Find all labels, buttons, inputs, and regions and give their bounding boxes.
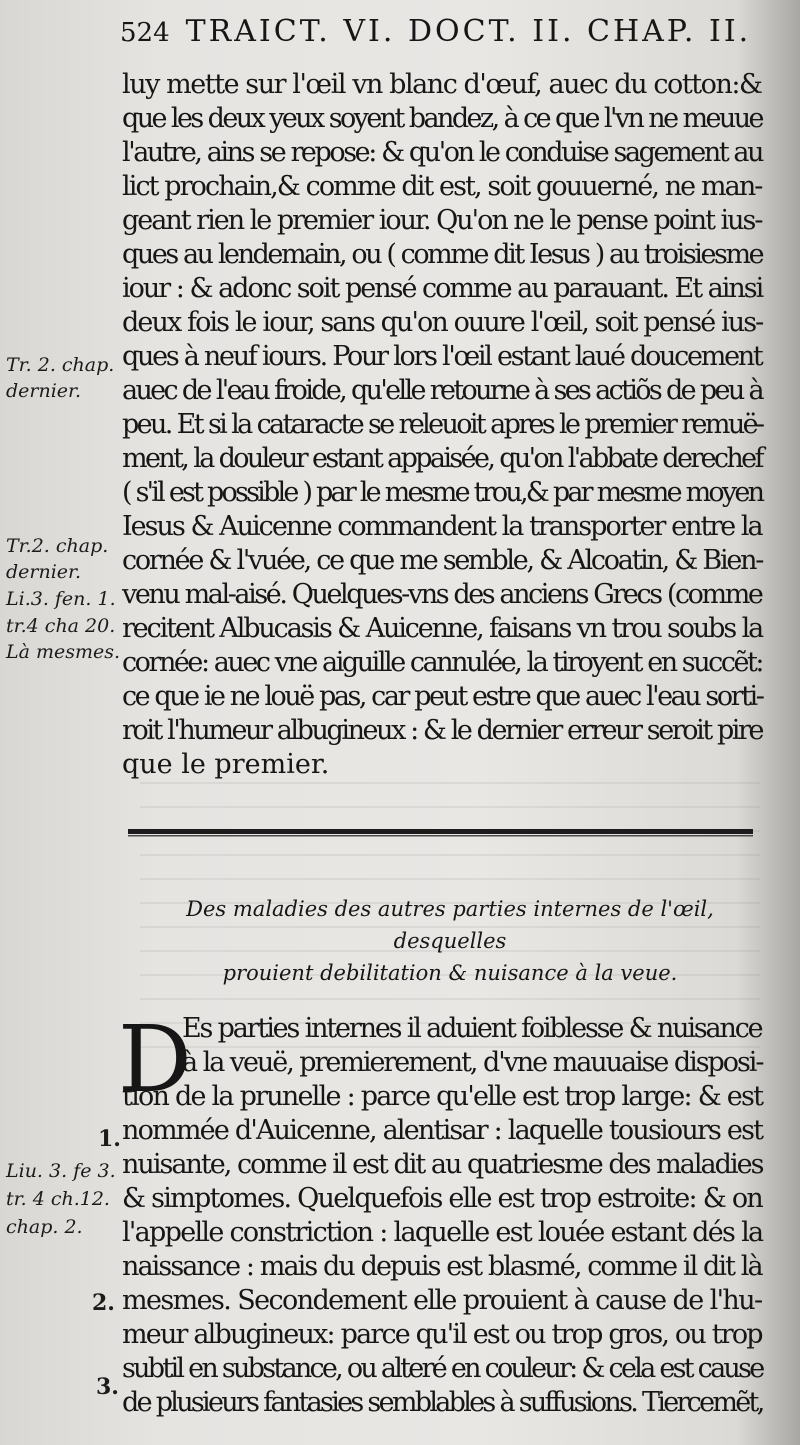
- text-line: à la veuë, premierement, d'vne mauuaise disposi-: [182, 1047, 763, 1078]
- text-line: ques au lendemain, ou ( comme dit Iesus ) au troisiesme: [122, 239, 763, 270]
- text-line: meur albugineux: parce qu'il est ou trop gros, ou trop: [122, 1319, 762, 1350]
- text-line: l'appelle constriction : laquelle est louée estant dés la: [122, 1217, 763, 1248]
- margin-note: Tr. 2. chap.: [6, 354, 115, 376]
- margin-number: 2.: [92, 1290, 115, 1316]
- running-head: [120, 14, 760, 58]
- text-line: nommée d'Auicenne, alentisar : laquelle tousiours est: [122, 1115, 763, 1146]
- text-line: subtil en substance, ou alteré en couleur: & cela est cause: [122, 1353, 763, 1384]
- text-line: tion de la prunelle : parce qu'elle est trop large: & est: [122, 1081, 763, 1112]
- text-line: de plusieurs fantasies semblables à suffusions. Tiercemẽt,: [122, 1387, 763, 1418]
- text-line: luy mette sur l'œil vn blanc d'œuf, auec du cotton:&: [122, 69, 762, 100]
- text-line: iour : & adonc soit pensé comme au parauant. Et ainsi: [122, 273, 763, 304]
- text-line: cornée: auec vne aiguille cannulée, la tiroyent en succẽt:: [122, 647, 763, 678]
- margin-note: tr. 4 ch.12.: [6, 1188, 110, 1210]
- text-line: ce que ie ne louë pas, car peut estre que auec l'eau sorti-: [122, 681, 763, 712]
- text-line: nuisante, comme il est dit au quatriesme des maladies: [122, 1149, 763, 1180]
- text-line: que le premier.: [122, 749, 330, 780]
- text-line: cornée & l'vuée, ce que me semble, & Alcoatin, & Bien-: [122, 545, 763, 576]
- text-line: naissance : mais du depuis est blasmé, comme il dit là: [122, 1251, 762, 1282]
- text-line: ment, la douleur estant appaisée, qu'on l'abbate derechef: [122, 443, 762, 474]
- text-line: roit l'humeur albugineux : & le dernier erreur seroit pire: [122, 715, 763, 746]
- section-heading-line: prouient debilitation & nuisance à la veue.: [222, 961, 678, 985]
- text-line: geant rien le premier iour. Qu'on ne le pense point ius-: [122, 205, 762, 236]
- margin-note: Liu. 3. fe 3.: [6, 1160, 116, 1182]
- text-line: Es parties internes il aduient foiblesse & nuisance: [182, 1013, 762, 1044]
- drop-cap: D: [118, 1006, 192, 1113]
- text-line: Iesus & Auicenne commandent la transporter entre la: [122, 511, 762, 542]
- text-line: lict prochain,& comme dit est, soit gouuerné, ne man-: [122, 171, 762, 202]
- margin-number: 1.: [98, 1126, 121, 1152]
- text-line: que les deux yeux soyent bandez, à ce que l'vn ne meuue: [122, 103, 762, 134]
- text-line: ques à neuf iours. Pour lors l'œil estant laué doucement: [122, 341, 762, 372]
- section-heading-line: Des maladies des autres parties internes de l'œil, desquelles: [186, 897, 714, 953]
- margin-note: tr.4 cha 20.: [6, 615, 116, 637]
- margin-note: dernier.: [6, 561, 82, 583]
- text-line: l'autre, ains se repose: & qu'on le conduise sagement au: [122, 137, 763, 168]
- margin-note: chap. 2.: [6, 1216, 83, 1238]
- text-line: recitent Albucasis & Auicenne, faisans vn trou soubs la: [122, 613, 763, 644]
- text-line: & simptomes. Quelquefois elle est trop estroite: & on: [122, 1183, 763, 1214]
- text-line: deux fois le iour, sans qu'on ouure l'œil, soit pensé ius-: [122, 307, 763, 338]
- section-divider: [128, 826, 753, 840]
- text-line: mesmes. Secondement elle prouient à cause de l'hu-: [122, 1285, 762, 1316]
- page-number: 524: [120, 18, 170, 48]
- margin-note: Li.3. fen. 1.: [6, 588, 116, 610]
- margin-number: 3.: [96, 1374, 119, 1400]
- section-heading: [140, 893, 760, 989]
- margin-note: Là mesmes.: [6, 641, 121, 663]
- text-line: venu mal-aisé. Quelques-vns des anciens Grecs (comme: [122, 579, 762, 610]
- running-title: TRAICT. VI. DOCT. II. CHAP. II.: [185, 14, 752, 49]
- margin-note: dernier.: [6, 380, 82, 402]
- text-line: peu. Et si la cataracte se releuoit apres le premier remuë-: [122, 409, 763, 440]
- text-line: auec de l'eau froide, qu'elle retourne à ses actiõs de peu à: [122, 375, 763, 406]
- margin-note: Tr.2. chap.: [6, 535, 109, 557]
- text-line: ( s'il est possible ) par le mesme trou,& par mesme moyen: [122, 477, 763, 508]
